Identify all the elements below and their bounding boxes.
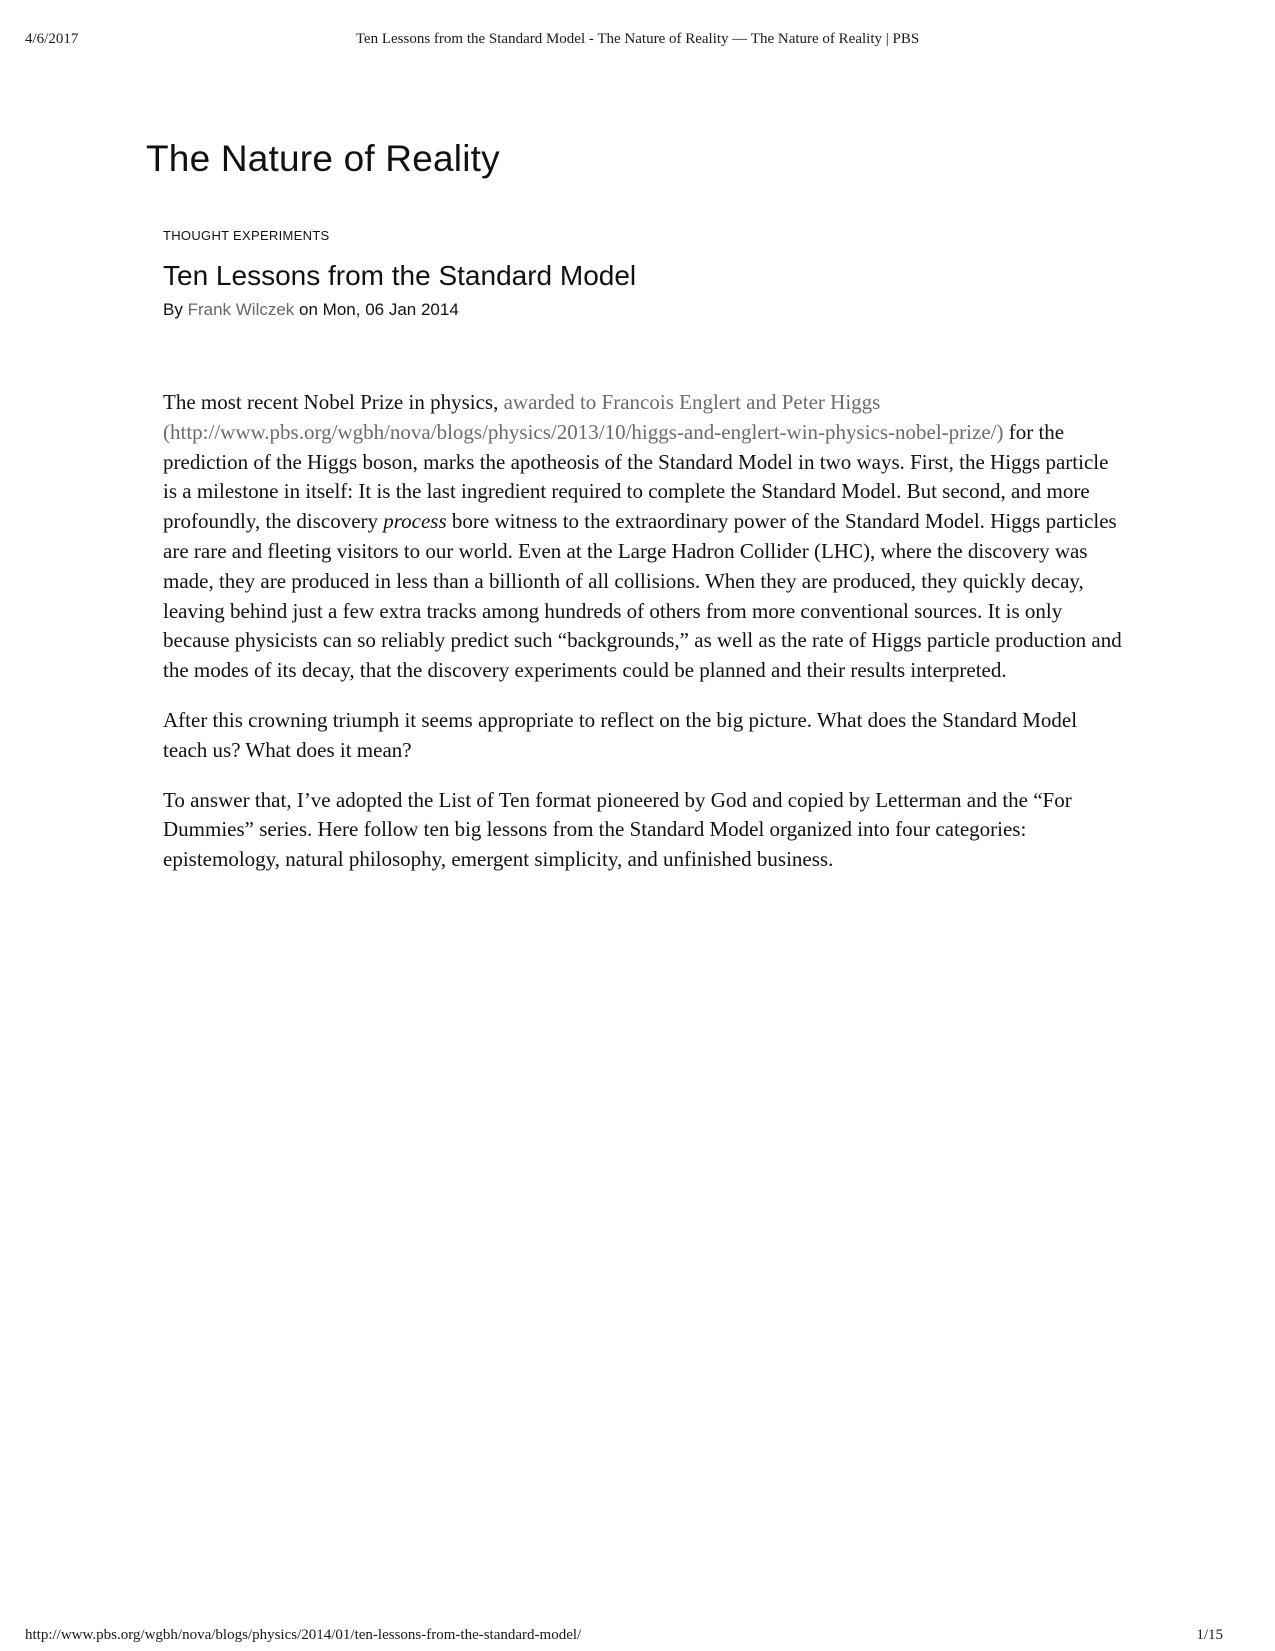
byline-prefix: By [163, 300, 183, 319]
paragraph-1 [163, 388, 1123, 686]
print-header [0, 31, 1275, 51]
print-url: http://www.pbs.org/wgbh/nova/blogs/physics/2014/01/ten-lessons-from-the-standard-model/ [25, 1627, 582, 1643]
paragraph-1-tail: bore witness to the extraordinary power of the Standard Model. Higgs particles are rare and fleeting visitors to our world. Even at the Large Hadron Collider (LHC), where the discovery was made, they are produced in less than a billionth of all collisions. When they are produced, they quickly decay, leaving behind just a few extra tracks among hundreds of others from more conventional sources. It is only because physicists can so reliably predict such “backgrounds,” as well as the rate of Higgs particle production and the modes of its decay, that the discovery experiments could be planned and their results interpreted. [163, 509, 1122, 683]
article-header [163, 228, 1123, 321]
paragraph-1-lead: The most recent Nobel Prize in physics, [163, 390, 504, 414]
emphasis-process: process [383, 509, 447, 534]
byline [163, 299, 1123, 321]
paragraph-3: To answer that, I’ve adopted the List of Ten format pioneered by God and copied by Letterman and the “For Dummies” series. Here follow ten big lessons from the Standard Model organized into four categories: epistemology, natural philosophy, emergent simplicity, and unfinished business. [163, 787, 1072, 872]
paragraph-2: After this crowning triumph it seems appropriate to reflect on the big picture. What does the Standard Model teach us? What does it mean? [163, 707, 1078, 762]
paragraph-1-middle: for the prediction of the Higgs boson, marks the apotheosis of the Standard Model in two ways. First, the Higgs particle is a milestone in itself: It is the last ingredient required to complete the Standard Model. But second, and more profoundly, the discovery [163, 419, 1109, 534]
publish-date: on Mon, 06 Jan 2014 [299, 300, 459, 319]
article-body [163, 388, 1123, 895]
category-label[interactable]: THOUGHT EXPERIMENTS [163, 228, 330, 243]
print-date: 4/6/2017 [25, 31, 79, 47]
article-title: Ten Lessons from the Standard Model [163, 260, 637, 291]
nobel-prize-link[interactable]: awarded to Francois Englert and Peter Higgs (http://www.pbs.org/wgbh/nova/blogs/physics/2013/10/higgs-and-englert-win-physics-nobel-prize/) [163, 390, 1004, 444]
print-document-title: Ten Lessons from the Standard Model - The Nature of Reality — The Nature of Reality | PBS [355, 31, 920, 47]
print-footer [0, 1627, 1275, 1647]
author-link[interactable]: Frank Wilczek [187, 300, 295, 319]
site-title[interactable]: The Nature of Reality [146, 138, 500, 179]
page-number: 1/15 [1196, 1627, 1223, 1643]
